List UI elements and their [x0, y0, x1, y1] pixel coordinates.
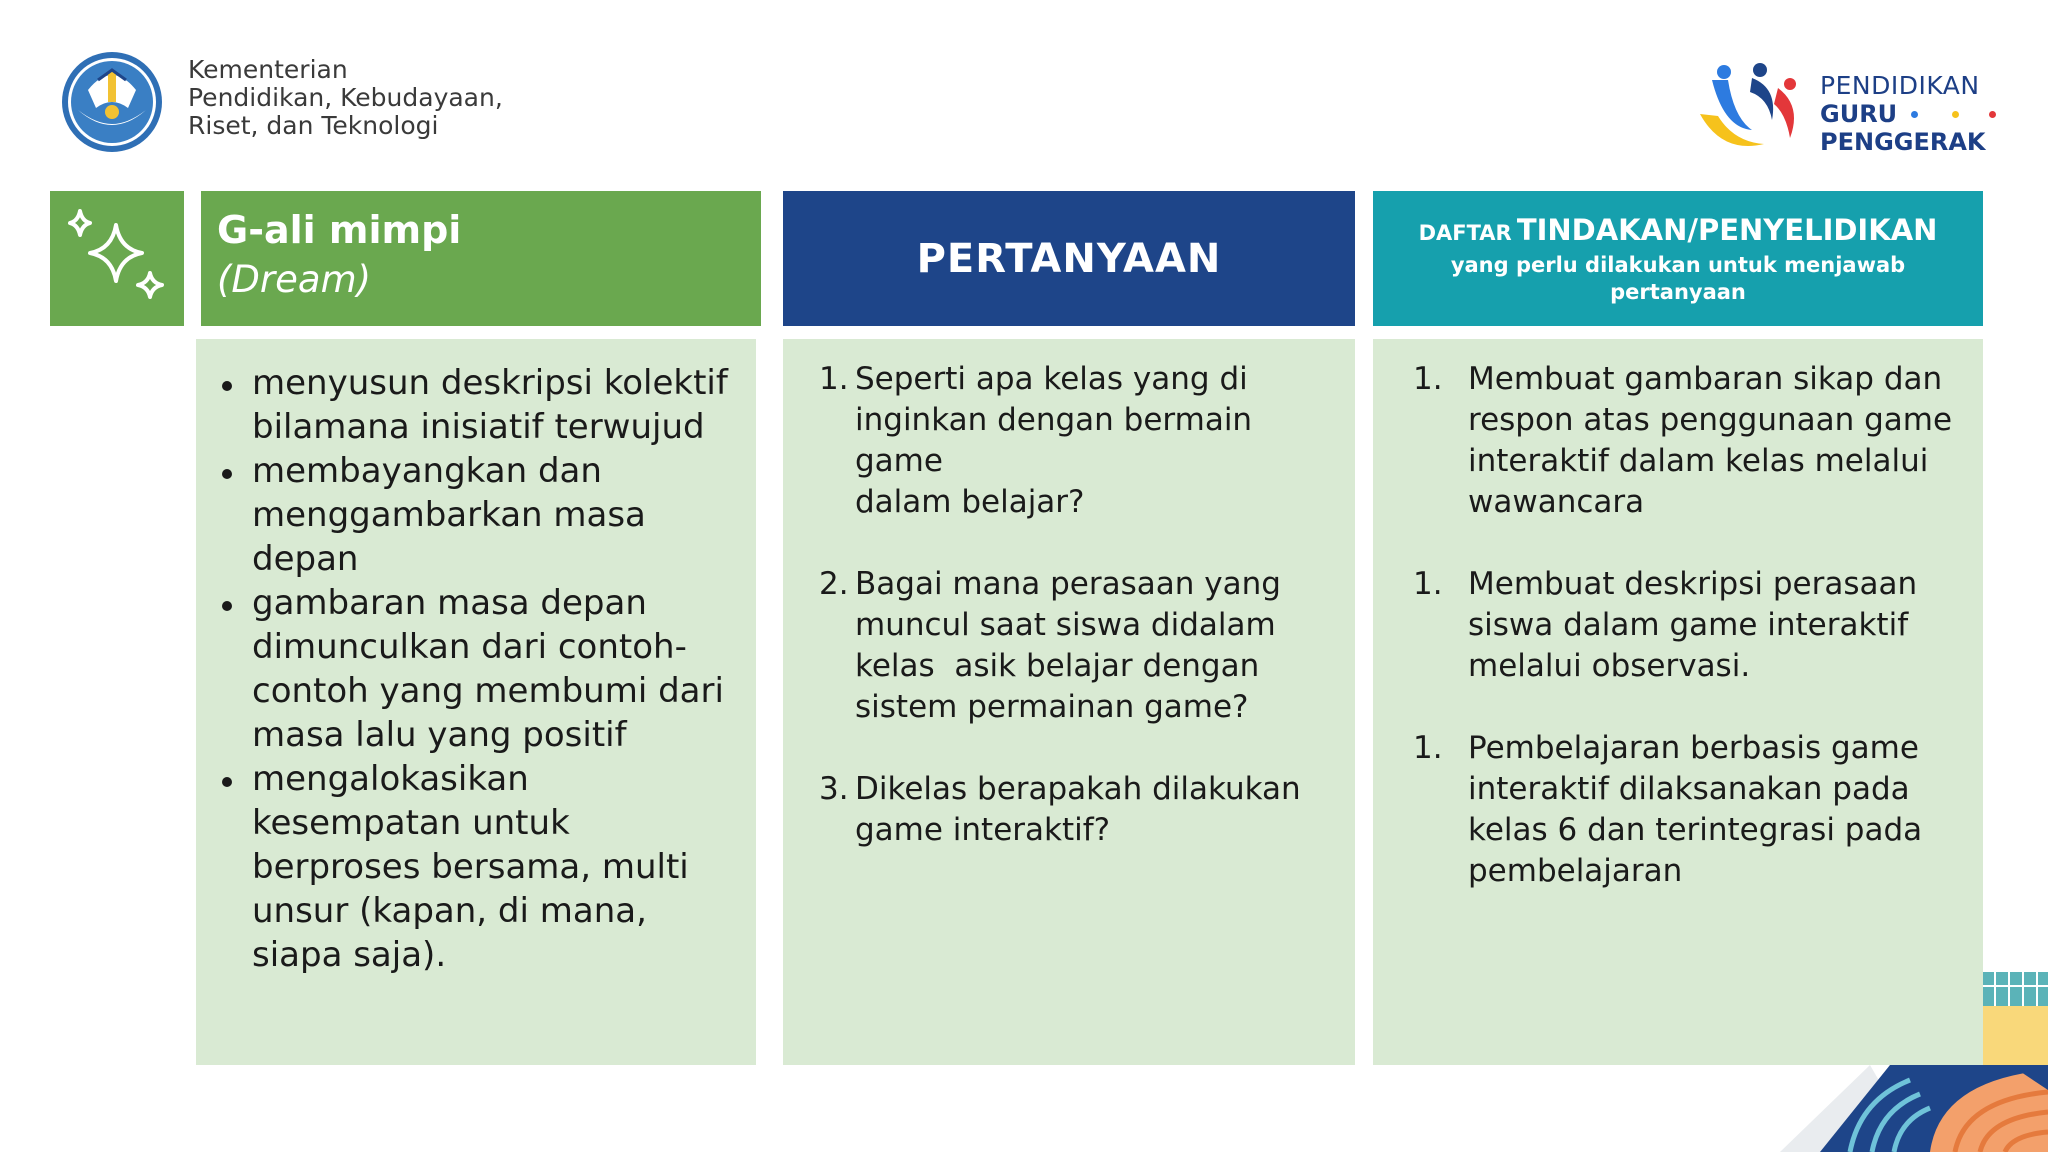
guru-penggerak-logo-icon [1694, 58, 1810, 154]
questions-panel [783, 339, 1355, 1065]
program-line2-row [1820, 100, 1996, 128]
program-name [1820, 72, 1996, 156]
item-number: 1. [1413, 361, 1443, 397]
program-line2: GURU [1820, 100, 1898, 128]
sparkles-icon [50, 191, 184, 326]
dream-panel [196, 339, 756, 1065]
ministry-line: Riset, dan Teknologi [188, 111, 439, 140]
dream-list [216, 361, 738, 977]
actions-title-small: DAFTAR [1418, 221, 1512, 245]
red-dot-icon [1989, 111, 1996, 118]
list-item: 1. Seperti apa kelas yang di inginkan dengan bermain game dalam belajar? [819, 359, 1335, 523]
ministry-line: Pendidikan, Kebudayaan, [188, 83, 503, 112]
blue-dot-icon [1911, 111, 1918, 118]
ministry-line: Kementerian [188, 55, 348, 84]
decorative-waves-icon [1780, 960, 2048, 1152]
actions-subtitle-line: pertanyaan [1610, 280, 1746, 304]
ministry-logo-icon [58, 50, 166, 154]
questions-header [783, 191, 1355, 326]
actions-subtitle-line: yang perlu dilakukan untuk menjawab [1450, 253, 1906, 277]
dream-header [201, 191, 761, 326]
item-number: 2. [819, 566, 849, 602]
questions-title: PERTANYAAN [916, 235, 1222, 282]
list-item: menyusun deskripsi kolektif bilamana inisiatif terwujud [216, 361, 738, 449]
actions-list [1413, 359, 1963, 892]
list-item: 1. Pembelajaran berbasis game interaktif dilaksanakan pada kelas 6 dan terintegrasi pada pembelajaran [1413, 728, 1963, 892]
ministry-name [188, 56, 503, 140]
list-item: 1. Membuat deskripsi perasaan siswa dalam game interaktif melalui observasi. [1413, 564, 1963, 687]
list-item: 1. Membuat gambaran sikap dan respon atas penggunaan game interaktif dalam kelas melalui wawancara [1413, 359, 1963, 523]
actions-title-big: TINDAKAN/PENYELIDIKAN [1516, 213, 1938, 247]
list-item: 2. Bagai mana perasaan yang muncul saat siswa didalam kelas asik belajar dengan sistem permainan game? [819, 564, 1335, 728]
dream-icon-box [50, 191, 184, 326]
list-item: 3. Dikelas berapakah dilakukan game interaktif? [819, 769, 1335, 851]
list-item: membayangkan dan menggambarkan masa depan [216, 449, 738, 581]
dream-subtitle: (Dream) [217, 258, 372, 301]
program-line3: PENGGERAK [1820, 128, 1986, 156]
questions-list [819, 359, 1335, 851]
actions-panel [1373, 339, 1983, 1065]
program-line1: PENDIDIKAN [1820, 71, 1980, 100]
list-item: gambaran masa depan dimunculkan dari contoh- contoh yang membumi dari masa lalu yang positif [216, 581, 738, 757]
yellow-dot-icon [1952, 111, 1959, 118]
item-number: 3. [819, 771, 849, 807]
item-number: 1. [819, 361, 849, 397]
dream-title: G-ali mimpi [217, 208, 462, 252]
actions-title [1373, 213, 1983, 252]
actions-header [1373, 191, 1983, 326]
item-number: 1. [1413, 566, 1443, 602]
item-number: 1. [1413, 730, 1443, 766]
list-item: mengalokasikan kesempatan untuk berproses bersama, multi unsur (kapan, di mana, siapa saja). [216, 757, 738, 977]
